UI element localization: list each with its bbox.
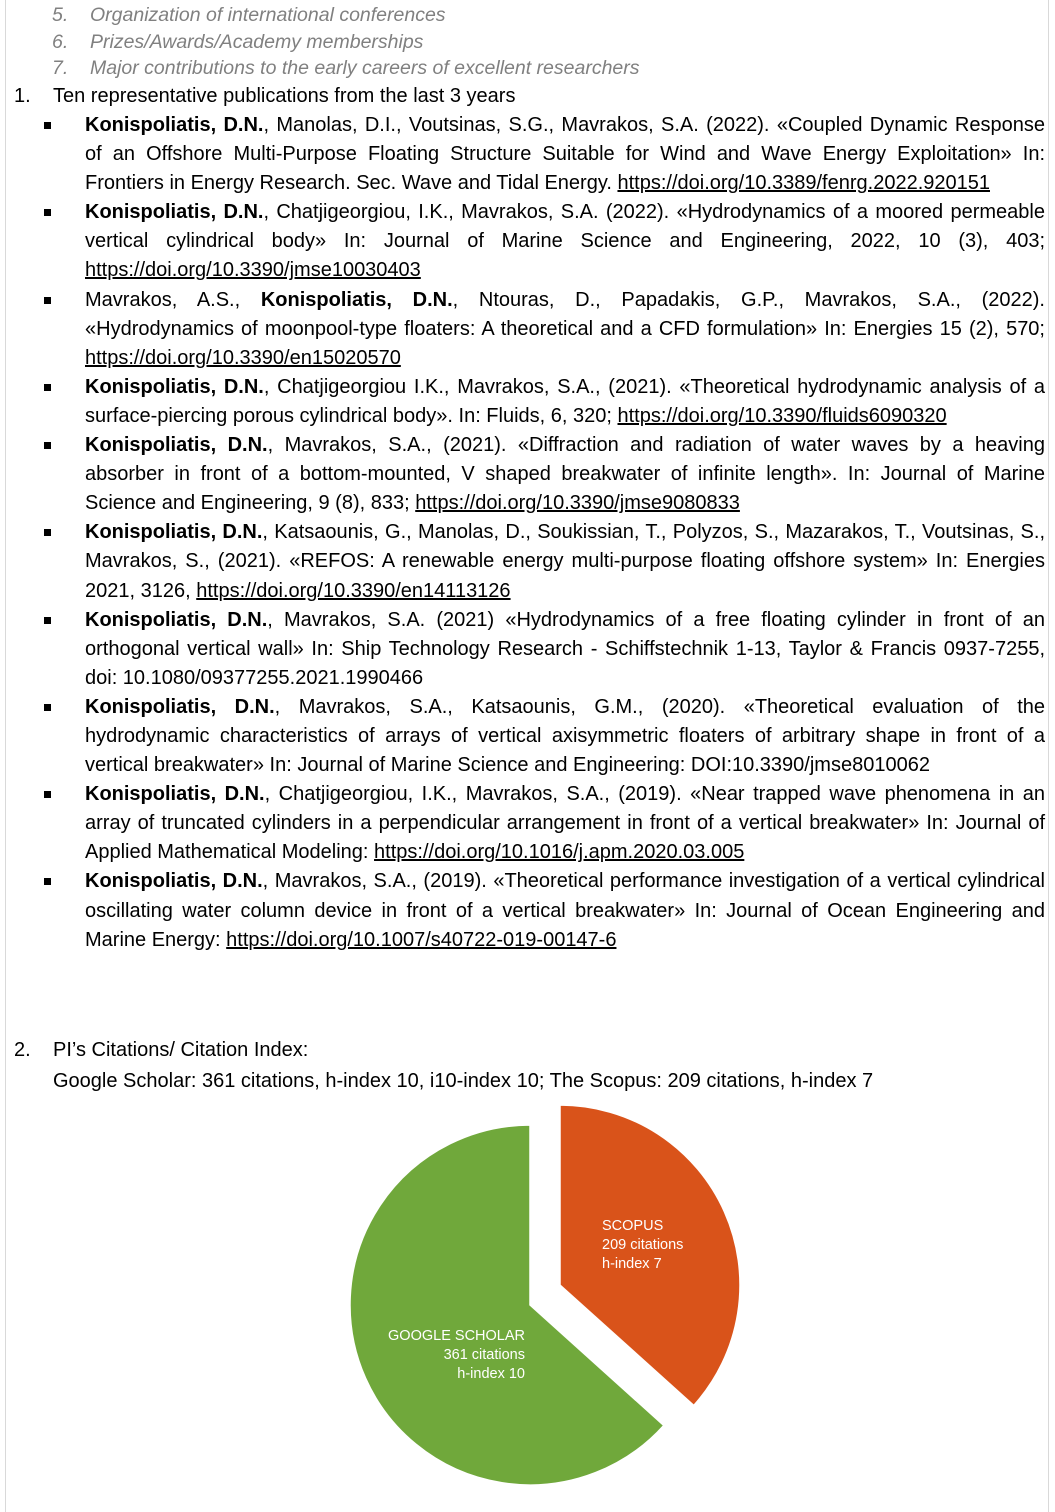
publication-item [44,198,1045,285]
publication-text [85,373,1045,431]
publication-item [44,111,1045,198]
publication-text [85,518,1045,605]
bullet-icon [44,704,51,711]
bullet-icon [44,297,51,304]
citations-pie-chart [300,1100,760,1500]
slice-label: h-index 10 [457,1366,525,1382]
publication-details: , Mavrakos, S.A., Katsaounis, G.M., (2020). «Theoretical evaluation of the hydrodynamic characteristics of arrays of vertical axisymmetric floaters of arbitrary shape in front of a vertical breakwater» In: Journal of Marine Science and Engineering: DOI:10.3390/jmse8010062 [85,695,1045,777]
section-2-heading [14,1036,308,1065]
doi-link[interactable]: https://doi.org/10.3390/en14113126 [196,579,511,602]
criteria-item [52,55,640,82]
publication-author: Konispoliatis, D.N. [85,434,268,457]
bullet-icon [44,209,51,216]
publication-text [85,693,1045,780]
publication-details: , Chatjigeorgiou, I.K., Mavrakos, S.A., (2019). «Near trapped wave phenomena in an array of truncated cylinders in a perpendicular arrangement in front of a vertical breakwater» In: Journal of Applied Mathematical Modeling: [85,783,1045,864]
criteria-text: Prizes/Awards/Academy memberships [90,30,424,53]
pie-svg [300,1100,760,1500]
publication-text [85,111,1045,198]
publication-coauthors: Mavrakos, A.S., [85,288,261,311]
criteria-text: Major contributions to the early careers of excellent researchers [90,57,640,80]
publication-details: , Ntouras, D., Papadakis, G.P., Mavrakos, S.A., (2022). «Hydrodynamics of moonpool-type floaters: A theoretical and a CFD formulation» In: Energies 15 (2), 570; [85,288,1045,340]
bullet-icon [44,442,51,449]
criteria-number: 6. [52,30,69,53]
publication-author: Konispoliatis, D.N. [85,114,264,136]
doi-link[interactable]: https://doi.org/10.3390/jmse9080833 [415,492,740,515]
criteria-text: Organization of international conferences [90,4,446,26]
publication-details: , Chatjigeorgiou I.K., Mavrakos, S.A., (2021). «Theoretical hydrodynamic analysis of a surface-piercing porous cylindrical body». In: Fluids, 6, 320; [85,375,1045,427]
publication-author: Konispoliatis, D.N. [85,201,264,224]
slice-label: SCOPUS [602,1218,664,1234]
publication-text [85,606,1045,693]
section-title: PI’s Citations/ Citation Index: [53,1039,309,1061]
publication-item [44,518,1045,605]
publication-item [44,606,1045,693]
publication-text [85,780,1045,867]
publication-author: Konispoliatis, D.N. [85,375,264,398]
publication-text [85,867,1045,954]
bullet-icon [44,791,51,798]
bullet-icon [44,384,51,391]
slice-label: 361 citations [443,1347,525,1363]
bullet-icon [44,878,51,885]
doi-link[interactable]: https://doi.org/10.3389/fenrg.2022.920151 [617,172,990,195]
doi-link[interactable]: https://doi.org/10.3390/en15020570 [85,346,401,369]
doi-link[interactable]: https://doi.org/10.3390/jmse10030403 [85,259,421,282]
publication-details: , Mavrakos, S.A., (2019). «Theoretical performance investigation of a vertical cylindrical oscillating water column device in front of a vertical breakwater» In: Journal of Ocean Engineering and Marine Energy: [85,870,1046,951]
publication-author: Konispoliatis, D.N. [85,870,263,893]
publication-item [44,431,1045,518]
publication-item [44,693,1045,780]
publication-author: Konispoliatis, D.N. [85,608,268,631]
bullet-icon [44,122,51,129]
publication-text [85,198,1045,285]
publication-text [85,431,1045,518]
publication-text [85,286,1045,373]
slice-label: h-index 7 [602,1256,662,1272]
criteria-number: 5. [52,4,69,26]
bullet-icon [44,529,51,536]
doi-link[interactable]: https://doi.org/10.3390/fluids6090320 [617,404,947,427]
publication-details: , Mavrakos, S.A., (2021). «Diffraction and radiation of water waves by a heaving absorber in front of a bottom-mounted, V shaped breakwater of infinite length». In: Journal of Marine Science and Engineering, 9 (8), 833; [85,434,1045,515]
publication-item [44,867,1045,954]
publication-details: , Chatjigeorgiou, I.K., Mavrakos, S.A. (2022). «Hydrodynamics of a moored permeable vertical cylindrical body» In: Journal of Marine Science and Engineering, 2022, 10 (3), 403; [85,201,1045,253]
publication-details: , Mavrakos, S.A. (2021) «Hydrodynamics of a free floating cylinder in front of an orthogonal vertical wall» In: Ship Technology Research - Schiffstechnik 1-13, Taylor & Francis 0937-7255, doi: 10.1080/09377255.2021.1990466 [85,608,1045,689]
publication-author: Konispoliatis, D.N. [85,783,265,806]
section-number: 1. [14,85,31,107]
publication-author: Konispoliatis, D.N. [260,288,453,311]
publication-item [44,373,1045,431]
bullet-icon [44,617,51,624]
criteria-number: 7. [52,57,69,80]
publication-details: , Manolas, D.I., Voutsinas, S.G., Mavrakos, S.A. (2022). «Coupled Dynamic Response of an Offshore Multi-Purpose Floating Structure Suitable for Wind and Wave Energy Exploitation» In: Frontiers in Energy Research. Sec. Wave and Tidal Energy. [85,114,1045,195]
section-title: Ten representative publications from the last 3 years [53,85,516,107]
criteria-item [52,2,640,29]
citation-summary: Google Scholar: 361 citations, h-index 10, i10-index 10; The Scopus: 209 citations, h-index 7 [53,1070,874,1092]
section-number: 2. [14,1039,31,1061]
publication-item [44,286,1045,373]
publication-author: Konispoliatis, D.N. [85,521,263,544]
slice-label: GOOGLE SCHOLAR [388,1328,525,1344]
doi-link[interactable]: https://doi.org/10.1016/j.apm.2020.03.005 [374,841,745,864]
publication-item [44,780,1045,867]
publication-details: , Katsaounis, G., Manolas, D., Soukissian, T., Polyzos, S., Mazarakos, T., Voutsinas, S., Mavrakos, S., (2021). «REFOS: A renewable energy multi-purpose floating offshore system» In: Energies 2021, 3126, [85,521,1045,602]
publication-author: Konispoliatis, D.N. [85,695,275,718]
doi-link[interactable]: https://doi.org/10.1007/s40722-019-00147-6 [226,928,617,951]
publication-list [44,111,1045,955]
section-1-heading [14,82,515,111]
slice-label: 209 citations [602,1237,684,1253]
criteria-list [52,2,640,82]
criteria-item [52,29,640,56]
